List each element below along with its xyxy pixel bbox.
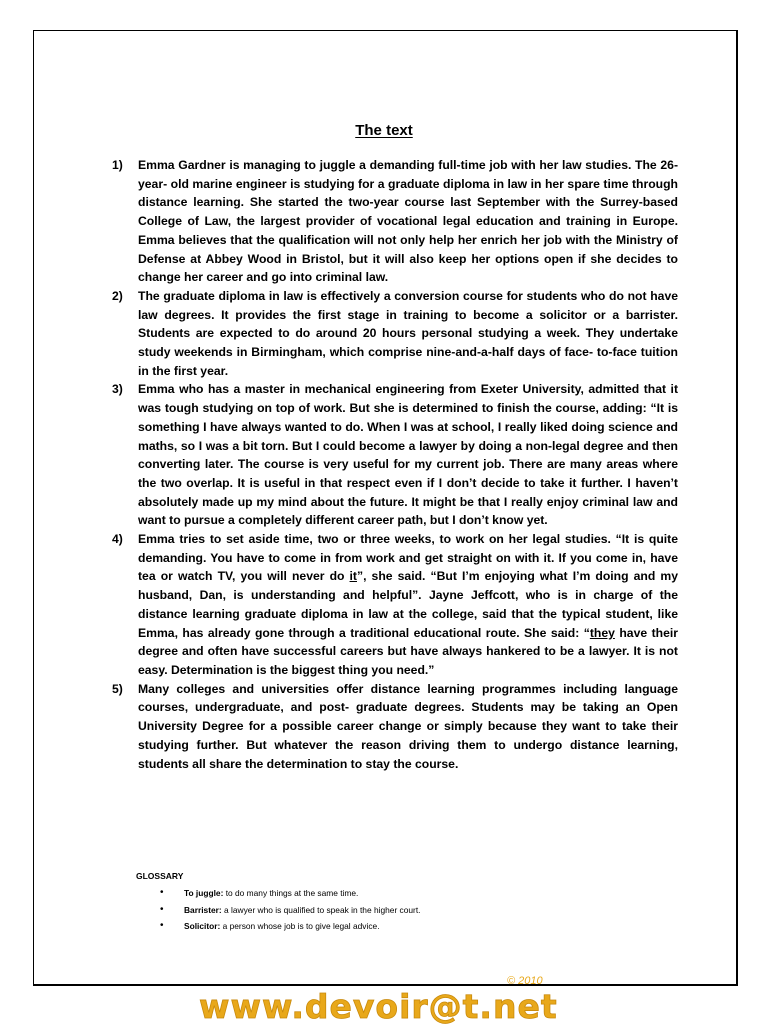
copyright-text: © 2010 — [507, 975, 543, 987]
glossary — [136, 871, 536, 935]
glossary-definition: a person whose job is to give legal advice. — [220, 921, 380, 931]
bullet-icon: • — [160, 887, 164, 898]
text-run: ”, she said. “But I’m enjoying what I’m doing and my husband, Dan, is understanding and helpful”. Jayne Jeffcott, who is in charge of the distance learning graduate diploma in law at the college, said that the typical student, like Emma, has already gone through a traditional educational route. She said: “ — [138, 569, 678, 640]
glossary-list — [136, 885, 536, 935]
logo-text: www.devoir@t.net — [199, 987, 558, 1024]
paragraph-text — [138, 289, 678, 378]
paragraph-5 — [112, 680, 678, 774]
paragraph-text — [138, 158, 678, 284]
paragraph-list — [112, 156, 678, 773]
text-run: The graduate diploma in law is effectively a conversion course for students who do not have law degrees. It provides the first stage in training to become a solicitor or a barrister. Students are expected to do around 20 hours personal studying a week. They undertake study weekends in Birmingham, which comprise nine-and-a-half days of face- to-face tuition in the first year. — [138, 288, 678, 378]
underlined-word: they — [589, 625, 615, 640]
underlined-word: it — [349, 569, 357, 584]
paragraph-number: 2) — [112, 288, 123, 303]
glossary-term: To juggle: — [184, 888, 224, 898]
paragraph-2 — [112, 287, 678, 381]
document-title: The text — [355, 122, 413, 139]
glossary-item — [136, 918, 536, 935]
text-run: have their degree and often have successful careers but have always hankered to be a lawyer. It is not easy. Determination is the biggest thing you need.” — [138, 625, 678, 677]
paragraph-3 — [112, 380, 678, 530]
text-run: Emma who has a master in mechanical engineering from Exeter University, admitted that it was tough studying on top of work. But she is determined to finish the course, adding: “It is something I have always wanted to do. When I was at school, I really liked doing science and maths, so I was a bit torn. But I could become a lawyer by doing a non-legal degree and then converting later. The course is very useful for my current job. There are many areas where the two overlap. It is useful in that respect even if I don’t decide to take it further. I haven’t absolutely made up my mind about the future. It might be that I really enjoy criminal law and want to pursue a completely different career path, but I don’t know yet. — [138, 382, 678, 528]
paragraph-number: 3) — [112, 382, 123, 397]
paragraph-1 — [112, 156, 678, 287]
paragraph-4 — [112, 530, 678, 680]
glossary-term: Solicitor: — [184, 921, 221, 931]
site-watermark-logo — [195, 968, 585, 1024]
paragraph-text — [138, 532, 678, 677]
bullet-icon: • — [160, 920, 164, 931]
glossary-item — [136, 902, 536, 919]
paragraph-number: 1) — [112, 158, 123, 172]
text-run: Emma Gardner is managing to juggle a demanding full-time job with her law studies. The 26-year- old marine engineer is studying for a graduate diploma in law in her spare time through distance learning. She started the two-year course last September with the Surrey-based College of Law, the largest provider of vocational legal education and training in Europe. Emma believes that the qualification will not only help her enrich her job with the Ministry of Defense at Abbey Wood in Bristol, but it will also keep her options open if she decides to change her career and go into criminal law. — [138, 158, 678, 285]
text-run: Many colleges and universities offer distance learning programmes including language courses, undergraduate, and post- graduate degrees. Students may be taking an Open University Degree for a possible career change or simply because they want to take their studying further. But whatever the reason driving them to undergo distance learning, students all share the determination to stay the course. — [138, 681, 678, 771]
glossary-definition: to do many things at the same time. — [223, 888, 359, 898]
paragraph-text — [138, 682, 678, 771]
glossary-title: GLOSSARY — [136, 871, 184, 881]
bullet-icon: • — [160, 903, 164, 915]
paragraph-number: 5) — [112, 681, 123, 696]
paragraph-number: 4) — [112, 532, 123, 547]
text-run: Emma tries to set aside time, two or three weeks, to work on her legal studies. “It is quite demanding. You have to come in from work and get straight on with it. If you come in, have tea or watch TV, you will never do — [138, 532, 678, 584]
glossary-term: Barrister: — [184, 904, 222, 915]
glossary-definition: a lawyer who is qualified to speak in the higher court. — [221, 904, 421, 915]
glossary-item — [136, 885, 536, 902]
paragraph-text — [138, 382, 678, 527]
